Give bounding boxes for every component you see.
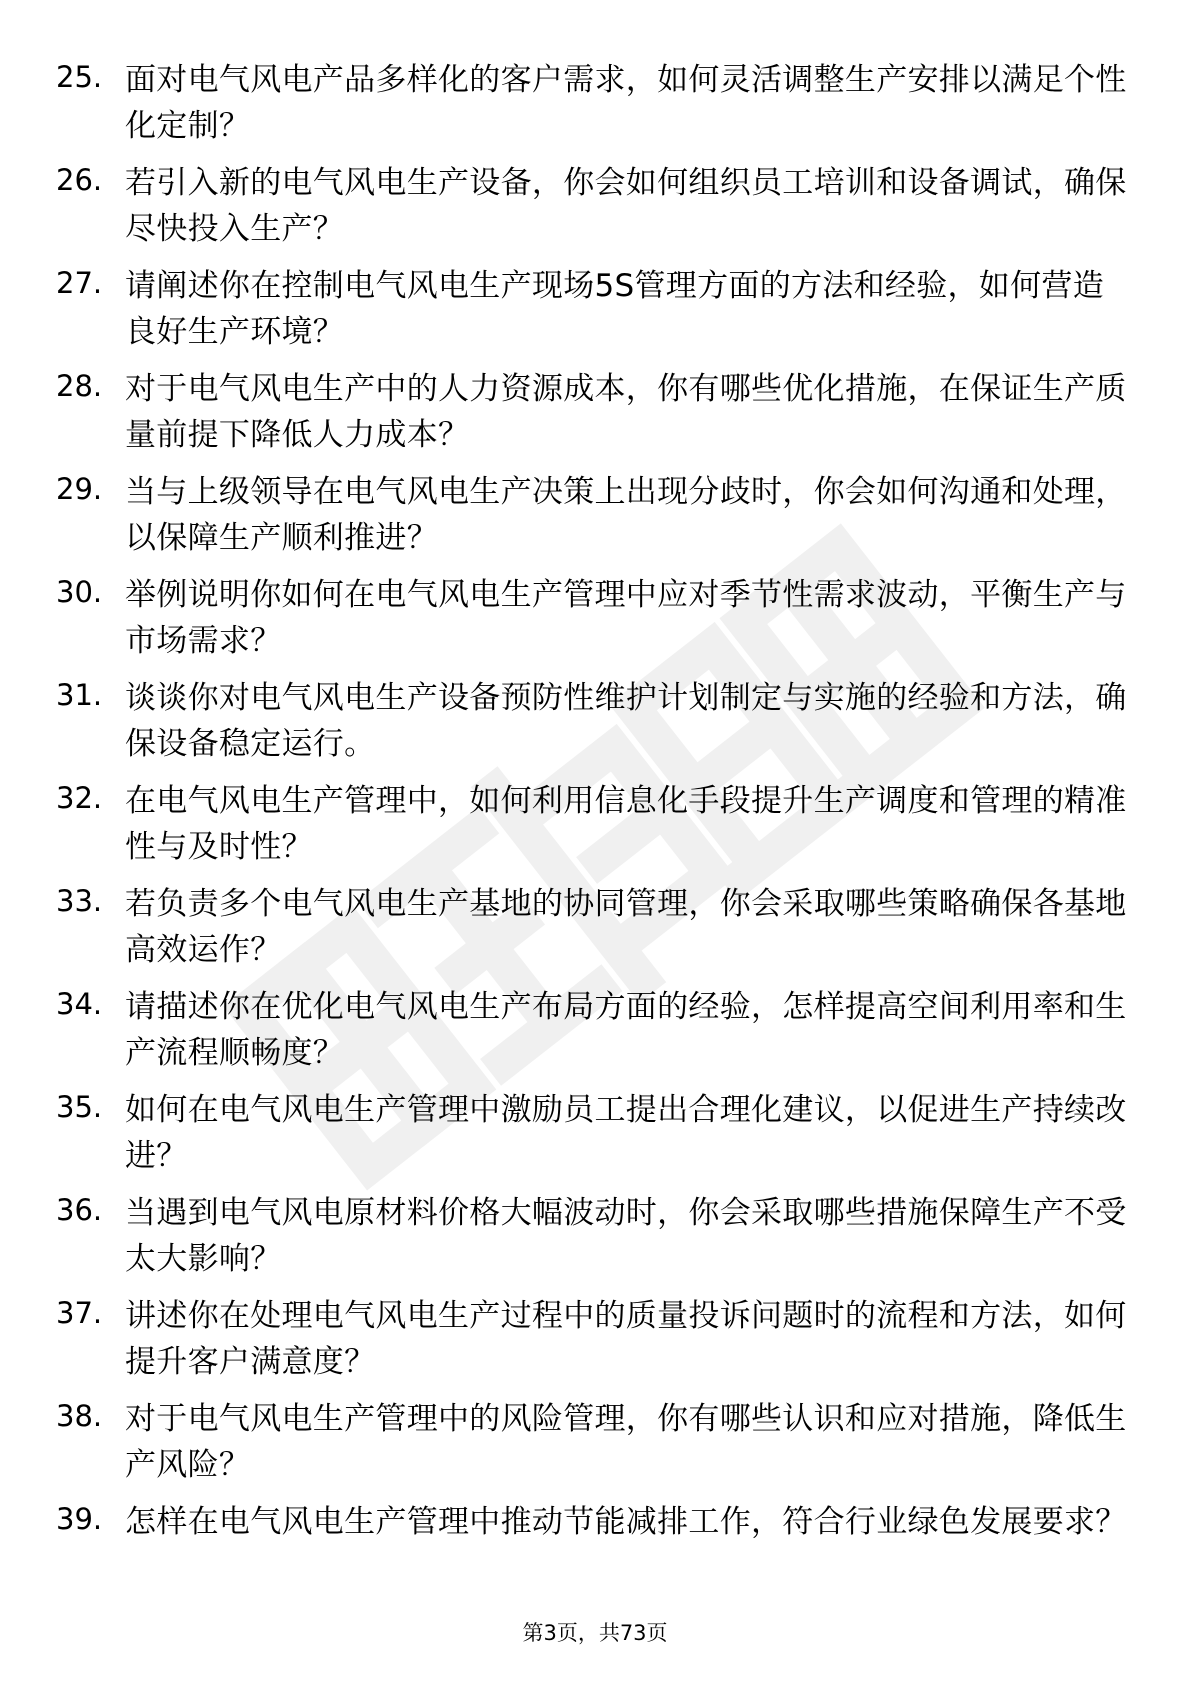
question-text: 讲述你在处理电气风电生产过程中的质量投诉问题时的流程和方法，如何提升客户满意度？ bbox=[125, 1298, 1127, 1380]
question-number: 35. bbox=[56, 1090, 103, 1124]
question-number: 34. bbox=[56, 987, 103, 1021]
question-text: 在电气风电生产管理中，如何利用信息化手段提升生产调度和管理的精准性与及时性？ bbox=[125, 783, 1127, 865]
question-item bbox=[0, 354, 1190, 453]
question-item bbox=[0, 457, 1190, 556]
question-number: 29. bbox=[56, 472, 103, 506]
question-item bbox=[0, 1487, 1190, 1570]
question-text: 对于电气风电生产中的人力资源成本，你有哪些优化措施，在保证生产质量前提下降低人力成本？ bbox=[125, 371, 1127, 453]
question-text: 请阐述你在控制电气风电生产现场5S管理方面的方法和经验，如何营造良好生产环境？ bbox=[125, 268, 1104, 350]
question-number: 36. bbox=[56, 1193, 103, 1227]
question-number: 39. bbox=[56, 1502, 103, 1536]
question-item bbox=[0, 45, 1190, 144]
question-text: 举例说明你如何在电气风电生产管理中应对季节性需求波动，平衡生产与市场需求？ bbox=[125, 577, 1127, 659]
question-text: 对于电气风电生产管理中的风险管理，你有哪些认识和应对措施，降低生产风险？ bbox=[125, 1401, 1127, 1483]
question-number: 27. bbox=[56, 266, 103, 300]
question-item bbox=[0, 972, 1190, 1071]
question-list bbox=[0, 45, 1190, 1590]
question-item bbox=[0, 1281, 1190, 1380]
question-number: 32. bbox=[56, 781, 103, 815]
question-text: 若引入新的电气风电生产设备，你会如何组织员工培训和设备调试，确保尽快投入生产？ bbox=[125, 165, 1127, 247]
question-text: 若负责多个电气风电生产基地的协同管理，你会采取哪些策略确保各基地高效运作？ bbox=[125, 886, 1127, 968]
question-text: 面对电气风电产品多样化的客户需求，如何灵活调整生产安排以满足个性化定制？ bbox=[125, 62, 1127, 144]
question-item bbox=[0, 663, 1190, 762]
question-number: 26. bbox=[56, 163, 103, 197]
question-text: 当遇到电气风电原材料价格大幅波动时，你会采取哪些措施保障生产不受太大影响？ bbox=[125, 1195, 1127, 1277]
question-item bbox=[0, 560, 1190, 659]
question-number: 33. bbox=[56, 884, 103, 918]
question-item bbox=[0, 1178, 1190, 1277]
question-item bbox=[0, 869, 1190, 968]
question-number: 38. bbox=[56, 1399, 103, 1433]
question-item bbox=[0, 148, 1190, 247]
question-text: 如何在电气风电生产管理中激励员工提出合理化建议，以促进生产持续改进？ bbox=[125, 1092, 1127, 1174]
question-text: 怎样在电气风电生产管理中推动节能减排工作，符合行业绿色发展要求？ bbox=[125, 1504, 1127, 1540]
question-item bbox=[0, 1075, 1190, 1174]
question-item bbox=[0, 251, 1190, 350]
page-footer: 第3页，共73页 bbox=[522, 1621, 668, 1645]
question-item bbox=[0, 766, 1190, 865]
question-number: 25. bbox=[56, 60, 103, 94]
question-number: 37. bbox=[56, 1296, 103, 1330]
question-text: 请描述你在优化电气风电生产布局方面的经验，怎样提高空间利用率和生产流程顺畅度？ bbox=[125, 989, 1127, 1071]
question-number: 31. bbox=[56, 678, 103, 712]
question-number: 28. bbox=[56, 369, 103, 403]
question-text: 当与上级领导在电气风电生产决策上出现分歧时，你会如何沟通和处理，以保障生产顺利推进？ bbox=[125, 474, 1127, 556]
question-text: 谈谈你对电气风电生产设备预防性维护计划制定与实施的经验和方法，确保设备稳定运行。 bbox=[125, 680, 1127, 762]
question-number: 30. bbox=[56, 575, 103, 609]
question-item bbox=[0, 1384, 1190, 1483]
